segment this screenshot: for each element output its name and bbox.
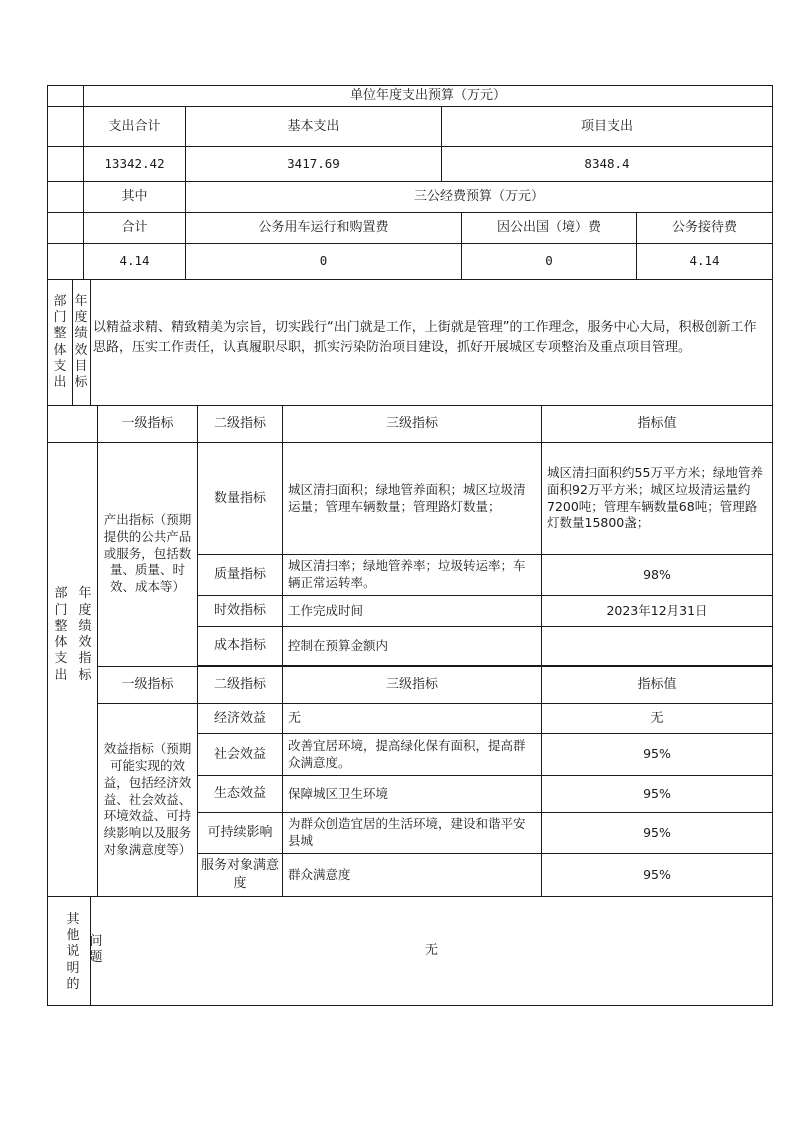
abroad-label: 因公出国（境）费 <box>496 220 601 236</box>
rule-right <box>772 85 773 1005</box>
header-value: 指标值 <box>637 416 677 432</box>
benefit-row-1-level3: 无 <box>288 710 302 726</box>
among-label: 其中 <box>121 189 148 205</box>
three-public-title: 三公经费预算（万元） <box>413 189 544 205</box>
output-row-4-level3: 控制在预算金额内 <box>288 637 389 653</box>
indicators-side-label-b: 年度绩效指标 <box>78 586 92 683</box>
goal-side-label-b: 年度绩效目标 <box>74 293 88 390</box>
header2-level3: 三级指标 <box>385 677 438 693</box>
benefit-row-5-value: 95% <box>643 866 671 882</box>
benefit-row-5-level2: 服务对象满意度 <box>201 858 280 891</box>
benefit-row-1-value: 无 <box>650 710 664 726</box>
sum-label: 合计 <box>121 220 148 236</box>
output-row-4-value <box>542 627 772 665</box>
benefit-row-4-value: 95% <box>643 824 671 840</box>
output-row-3-level3: 工作完成时间 <box>288 602 364 618</box>
goal-side-label-a: 部门整体支出 <box>53 293 67 390</box>
other-text: 无 <box>424 943 438 959</box>
rule <box>97 405 98 896</box>
rule <box>90 279 91 405</box>
output-row-2-level3: 城区清扫率；绿地管养率；垃圾转运率；车辆正常运转率。 <box>288 558 526 590</box>
goal-text: 以精益求精、精致精美为宗旨，切实践行“出门就是工作，上街就是管理”的工作理念，服务中心大局，积极创新工作思路，压实工作责任，认真履职尽职，抓实污染防治项目建设，抓好开展城区专项整治及重点项目管理。 <box>93 320 757 356</box>
output-level1: 产出指标（预期提供的公共产品或服务，包括数量、质量、时效、成本等） <box>103 511 192 595</box>
rule-left <box>47 85 48 1005</box>
benefit-row-2-value: 95% <box>643 746 671 762</box>
header2-level2: 二级指标 <box>213 677 266 693</box>
header-level2: 二级指标 <box>213 416 266 432</box>
vehicle-value: 0 <box>319 253 328 269</box>
benefit-row-3-level3: 保障城区卫生环境 <box>288 785 389 801</box>
reception-label: 公务接待费 <box>671 220 737 236</box>
vehicle-label: 公务用车运行和购置费 <box>258 220 389 236</box>
project-label: 项目支出 <box>580 118 633 134</box>
output-row-1-value: 城区清扫面积约55万平方米；绿地管养面积92万平方米；城区垃圾清运量约7200吨；管理车辆数量68吨；管理路灯数量15800盏； <box>547 464 763 531</box>
other-side-label-b: 问题 <box>89 933 103 965</box>
benefit-row-2-level3: 改善宜居环境，提高绿化保有面积，提高群众满意度。 <box>288 737 526 770</box>
reception-value: 4.14 <box>689 253 720 269</box>
benefit-row-2-level2: 社会效益 <box>213 746 266 762</box>
basic-label: 基本支出 <box>287 118 340 134</box>
budget-title: 单位年度支出预算（万元） <box>349 88 506 104</box>
benefit-row-5-level3: 群众满意度 <box>288 866 351 882</box>
other-side-label-a: 其他说明的 <box>66 911 80 992</box>
output-row-4-level2: 成本指标 <box>213 638 266 654</box>
benefit-row-3-value: 95% <box>643 785 671 801</box>
output-row-2-level2: 质量指标 <box>213 567 266 583</box>
benefit-row-4-level3: 为群众创造宜居的生活环境，建设和谐平安县城 <box>288 816 526 848</box>
project-value: 8348.4 <box>584 155 630 171</box>
header2-level1: 一级指标 <box>121 677 174 693</box>
output-row-1-level2: 数量指标 <box>213 490 266 506</box>
indicators-side-label-a: 部门整体支出 <box>54 586 68 683</box>
benefit-row-3-level2: 生态效益 <box>213 786 266 802</box>
header-level1: 一级指标 <box>121 416 174 432</box>
benefit-row-4-level2: 可持续影响 <box>207 825 273 841</box>
rule <box>47 279 773 280</box>
header-level3: 三级指标 <box>385 416 438 432</box>
benefit-row-1-level2: 经济效益 <box>213 710 266 726</box>
total-label: 支出合计 <box>108 118 161 134</box>
rule-bottom <box>47 1005 773 1006</box>
output-row-3-level2: 时效指标 <box>213 603 266 619</box>
output-row-3-value: 2023年12月31日 <box>606 602 708 618</box>
basic-value: 3417.69 <box>287 155 340 171</box>
output-row-2-value: 98% <box>643 566 671 582</box>
total-value: 13342.42 <box>104 155 165 171</box>
benefit-level1: 效益指标（预期可能实现的效益，包括经济效益、社会效益、环境效益、可持续影响以及服务对象满意度等） <box>103 740 192 858</box>
header2-value: 指标值 <box>637 677 677 693</box>
output-row-1-level3: 城区清扫面积；绿地管养面积；城区垃圾清运量；管理车辆数量；管理路灯数量； <box>288 481 526 514</box>
sum-value: 4.14 <box>119 253 150 269</box>
abroad-value: 0 <box>545 253 553 269</box>
